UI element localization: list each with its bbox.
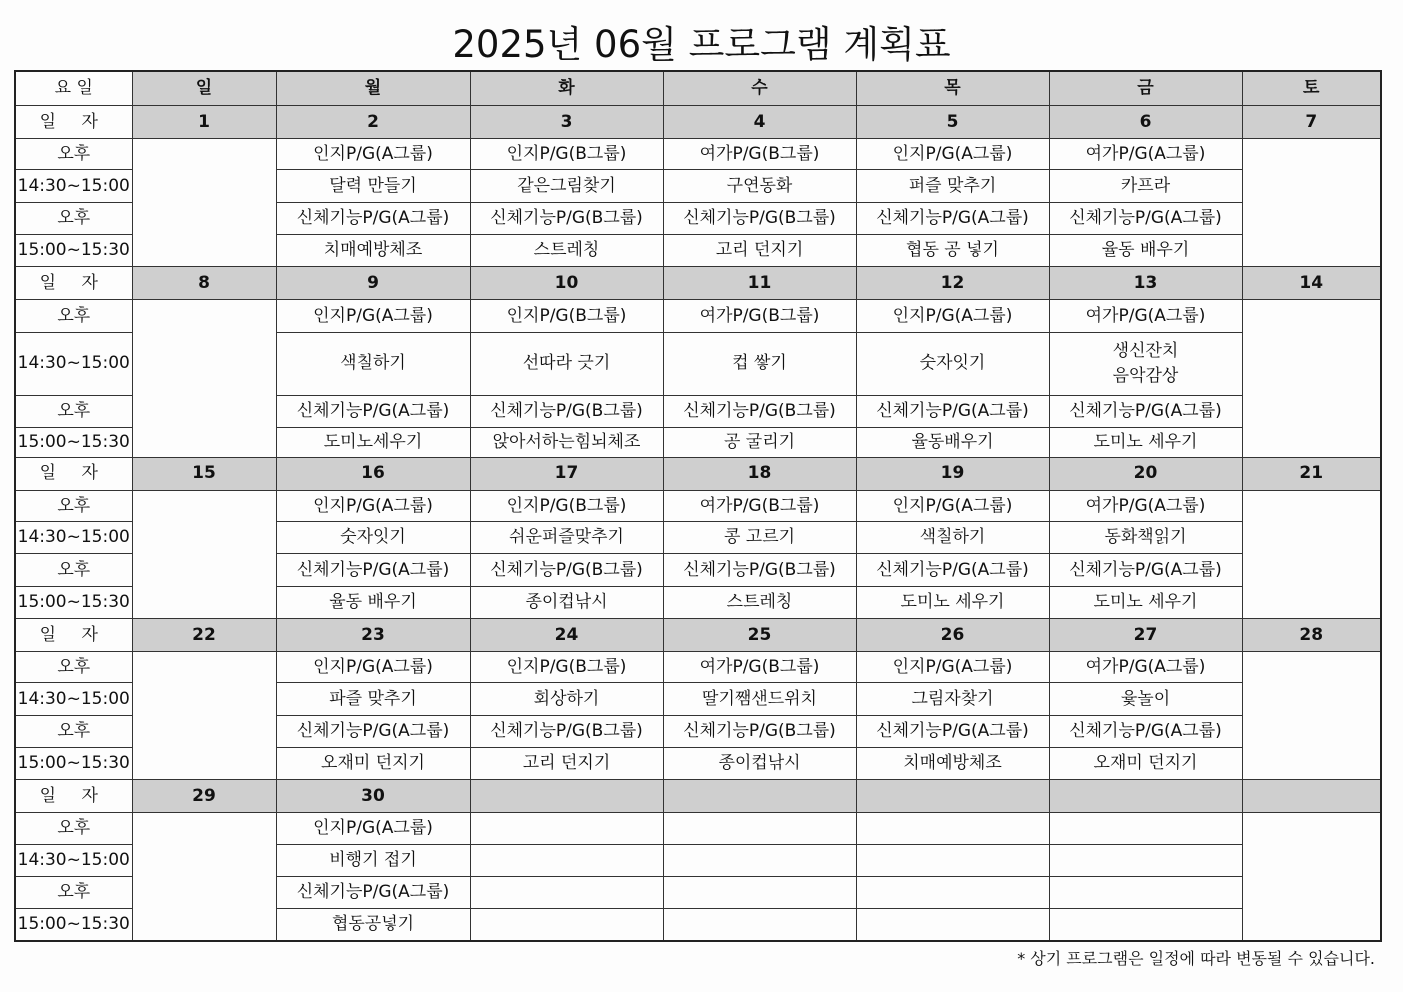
date-cell-wed: 11 [663,267,856,300]
program-name: 신체기능P/G(A그룹) [276,715,470,747]
program-name [663,876,856,908]
program-name: 신체기능P/G(B그룹) [470,396,663,428]
program-activity: 협동공넣기 [276,909,470,941]
date-cell-fri: 20 [1049,457,1242,490]
program-activity [1049,909,1242,941]
program-activity: 율동 배우기 [1049,234,1242,266]
program-activity [1049,844,1242,876]
page-title: 2025년 06월 프로그램 계획표 [452,23,951,66]
program-activity: 치매예방체조 [276,234,470,266]
date-row-label: 일 자 [15,780,132,813]
program-row [15,652,1381,683]
program-name: 인지P/G(B그룹) [470,300,663,332]
date-row-label: 일 자 [15,618,132,651]
program-name: 인지P/G(A그룹) [276,490,470,521]
program-row [15,813,1381,844]
program-activity: 윷놀이 [1049,683,1242,715]
date-cell-tue: 10 [470,267,663,300]
date-cell-thu [856,780,1049,813]
program-activity: 스트레칭 [663,586,856,618]
program-activity: 도미노 세우기 [1049,586,1242,618]
program-activity [856,844,1049,876]
date-cell-fri: 6 [1049,105,1242,138]
program-activity: 회상하기 [470,683,663,715]
time-period-label: 오후 [15,300,132,332]
program-name: 인지P/G(B그룹) [470,490,663,521]
program-name: 신체기능P/G(A그룹) [276,396,470,428]
date-cell-tue: 24 [470,618,663,651]
program-activity: 오재미 던지기 [1049,747,1242,779]
program-activity: 달력 만들기 [276,170,470,202]
weekday-header-tue: 화 [470,71,663,105]
program-name: 여가P/G(B그룹) [663,652,856,683]
date-row [15,267,1381,300]
date-cell-sun: 1 [132,105,276,138]
date-cell-mon: 2 [276,105,470,138]
weekday-header-sun: 일 [132,71,276,105]
date-cell-wed [663,780,856,813]
empty-cell-sunday [132,139,276,267]
program-activity [470,844,663,876]
weekday-header-thu: 목 [856,71,1049,105]
program-name: 인지P/G(A그룹) [276,652,470,683]
date-cell-tue: 17 [470,457,663,490]
program-name: 신체기능P/G(A그룹) [1049,554,1242,586]
program-activity [663,844,856,876]
program-activity: 색칠하기 [276,332,470,396]
time-range-label: 15:00~15:30 [15,909,132,941]
program-name: 신체기능P/G(A그룹) [856,715,1049,747]
program-activity: 컵 쌓기 [663,332,856,396]
program-activity: 숫자잇기 [856,332,1049,396]
program-name: 여가P/G(A그룹) [1049,652,1242,683]
empty-cell-sunday [132,490,276,618]
program-activity: 콩 고르기 [663,522,856,554]
program-name [663,813,856,844]
date-cell-sat: 7 [1242,105,1381,138]
program-name [470,876,663,908]
time-period-label: 오후 [15,876,132,908]
time-period-label: 오후 [15,396,132,428]
time-period-label: 오후 [15,715,132,747]
date-cell-sat [1242,780,1381,813]
program-activity: 공 굴리기 [663,428,856,457]
time-range-label: 14:30~15:00 [15,522,132,554]
program-activity [470,909,663,941]
date-cell-tue [470,780,663,813]
program-activity: 치매예방체조 [856,747,1049,779]
program-activity: 율동 배우기 [276,586,470,618]
date-row [15,618,1381,651]
program-name: 신체기능P/G(B그룹) [470,715,663,747]
date-cell-mon: 16 [276,457,470,490]
time-period-label: 오후 [15,813,132,844]
empty-cell-saturday [1242,652,1381,780]
program-name: 인지P/G(B그룹) [470,139,663,170]
date-cell-sat: 14 [1242,267,1381,300]
program-name: 신체기능P/G(A그룹) [1049,715,1242,747]
date-cell-thu: 19 [856,457,1049,490]
weekday-header-sat: 토 [1242,71,1381,105]
program-activity: 종이컵낚시 [663,747,856,779]
date-cell-sun: 15 [132,457,276,490]
program-name: 신체기능P/G(A그룹) [276,554,470,586]
date-cell-sat: 21 [1242,457,1381,490]
date-cell-fri: 27 [1049,618,1242,651]
program-activity [1049,332,1242,396]
program-row [15,490,1381,521]
program-activity: 같은그림찾기 [470,170,663,202]
program-name: 인지P/G(A그룹) [276,813,470,844]
date-cell-mon: 30 [276,780,470,813]
program-name: 인지P/G(A그룹) [276,300,470,332]
date-row [15,457,1381,490]
program-name: 신체기능P/G(B그룹) [663,554,856,586]
program-activity-line: 생신잔치 [1112,341,1179,362]
program-name: 신체기능P/G(A그룹) [856,396,1049,428]
time-period-label: 오후 [15,554,132,586]
program-name: 인지P/G(A그룹) [276,139,470,170]
date-row-label: 일 자 [15,105,132,138]
program-name: 여가P/G(A그룹) [1049,139,1242,170]
program-name [1049,876,1242,908]
weekday-header-row [15,71,1381,105]
date-row-label: 일 자 [15,457,132,490]
program-name: 신체기능P/G(B그룹) [470,202,663,234]
date-cell-thu: 12 [856,267,1049,300]
date-row [15,105,1381,138]
program-activity: 딸기쨈샌드위치 [663,683,856,715]
program-activity: 스트레칭 [470,234,663,266]
program-activity: 카프라 [1049,170,1242,202]
date-cell-mon: 9 [276,267,470,300]
time-period-label: 오후 [15,139,132,170]
date-cell-thu: 26 [856,618,1049,651]
program-row [15,139,1381,170]
program-name: 여가P/G(B그룹) [663,139,856,170]
program-activity: 협동 공 넣기 [856,234,1049,266]
time-range-label: 14:30~15:00 [15,170,132,202]
time-period-label: 오후 [15,202,132,234]
program-activity: 쉬운퍼즐맞추기 [470,522,663,554]
program-activity: 고리 던지기 [663,234,856,266]
program-name [856,813,1049,844]
program-name: 신체기능P/G(A그룹) [856,202,1049,234]
empty-cell-sunday [132,652,276,780]
program-activity: 도미노세우기 [276,428,470,457]
program-name: 여가P/G(A그룹) [1049,300,1242,332]
date-cell-sun: 22 [132,618,276,651]
program-name: 신체기능P/G(A그룹) [276,876,470,908]
program-activity: 색칠하기 [856,522,1049,554]
weekday-header-wed: 수 [663,71,856,105]
program-activity: 퍼즐 맞추기 [856,170,1049,202]
date-cell-fri [1049,780,1242,813]
time-range-label: 15:00~15:30 [15,747,132,779]
empty-cell-sunday [132,300,276,457]
empty-cell-saturday [1242,300,1381,457]
program-activity-line: 음악감상 [1112,365,1179,386]
time-range-label: 15:00~15:30 [15,428,132,457]
time-range-label: 15:00~15:30 [15,586,132,618]
program-name: 신체기능P/G(B그룹) [663,715,856,747]
program-name: 신체기능P/G(A그룹) [1049,202,1242,234]
date-row-label: 일 자 [15,267,132,300]
program-name [470,813,663,844]
weekday-header-label: 요 일 [15,71,132,105]
time-period-label: 오후 [15,490,132,521]
program-name: 인지P/G(B그룹) [470,652,663,683]
program-activity: 앉아서하는힘뇌체조 [470,428,663,457]
program-name: 인지P/G(A그룹) [856,300,1049,332]
program-name: 신체기능P/G(B그룹) [470,554,663,586]
time-range-label: 14:30~15:00 [15,332,132,396]
date-cell-wed: 25 [663,618,856,651]
time-period-label: 오후 [15,652,132,683]
date-cell-mon: 23 [276,618,470,651]
program-activity [856,909,1049,941]
program-name: 여가P/G(A그룹) [1049,490,1242,521]
program-activity: 종이컵낚시 [470,586,663,618]
program-name [1049,813,1242,844]
program-name: 인지P/G(A그룹) [856,139,1049,170]
program-name: 인지P/G(A그룹) [856,490,1049,521]
program-activity: 율동배우기 [856,428,1049,457]
program-name: 신체기능P/G(A그룹) [1049,396,1242,428]
date-cell-sun: 8 [132,267,276,300]
date-cell-sun: 29 [132,780,276,813]
date-cell-sat: 28 [1242,618,1381,651]
program-activity: 동화책읽기 [1049,522,1242,554]
program-activity: 비행기 접기 [276,844,470,876]
program-activity: 도미노 세우기 [1049,428,1242,457]
date-row [15,780,1381,813]
program-name: 여가P/G(B그룹) [663,300,856,332]
date-cell-fri: 13 [1049,267,1242,300]
date-cell-wed: 18 [663,457,856,490]
program-activity: 선따라 긋기 [470,332,663,396]
weekday-header-fri: 금 [1049,71,1242,105]
empty-cell-saturday [1242,490,1381,618]
program-activity: 오재미 던지기 [276,747,470,779]
empty-cell-sunday [132,813,276,941]
program-activity: 구연동화 [663,170,856,202]
program-activity: 고리 던지기 [470,747,663,779]
program-activity [663,909,856,941]
program-row [15,300,1381,332]
date-cell-thu: 5 [856,105,1049,138]
footnote: * 상기 프로그램은 일정에 따라 변동될 수 있습니다. [1017,949,1375,968]
program-name: 인지P/G(A그룹) [856,652,1049,683]
program-activity: 숫자잇기 [276,522,470,554]
date-cell-wed: 4 [663,105,856,138]
empty-cell-saturday [1242,139,1381,267]
program-activity: 도미노 세우기 [856,586,1049,618]
empty-cell-saturday [1242,813,1381,941]
program-activity: 그림자찾기 [856,683,1049,715]
program-name: 여가P/G(B그룹) [663,490,856,521]
weekday-header-mon: 월 [276,71,470,105]
time-range-label: 15:00~15:30 [15,234,132,266]
schedule-table [14,70,1382,942]
date-cell-tue: 3 [470,105,663,138]
time-range-label: 14:30~15:00 [15,683,132,715]
program-name: 신체기능P/G(A그룹) [856,554,1049,586]
program-name: 신체기능P/G(B그룹) [663,202,856,234]
program-name [856,876,1049,908]
program-activity: 파즐 맞추기 [276,683,470,715]
program-name: 신체기능P/G(B그룹) [663,396,856,428]
time-range-label: 14:30~15:00 [15,844,132,876]
program-name: 신체기능P/G(A그룹) [276,202,470,234]
